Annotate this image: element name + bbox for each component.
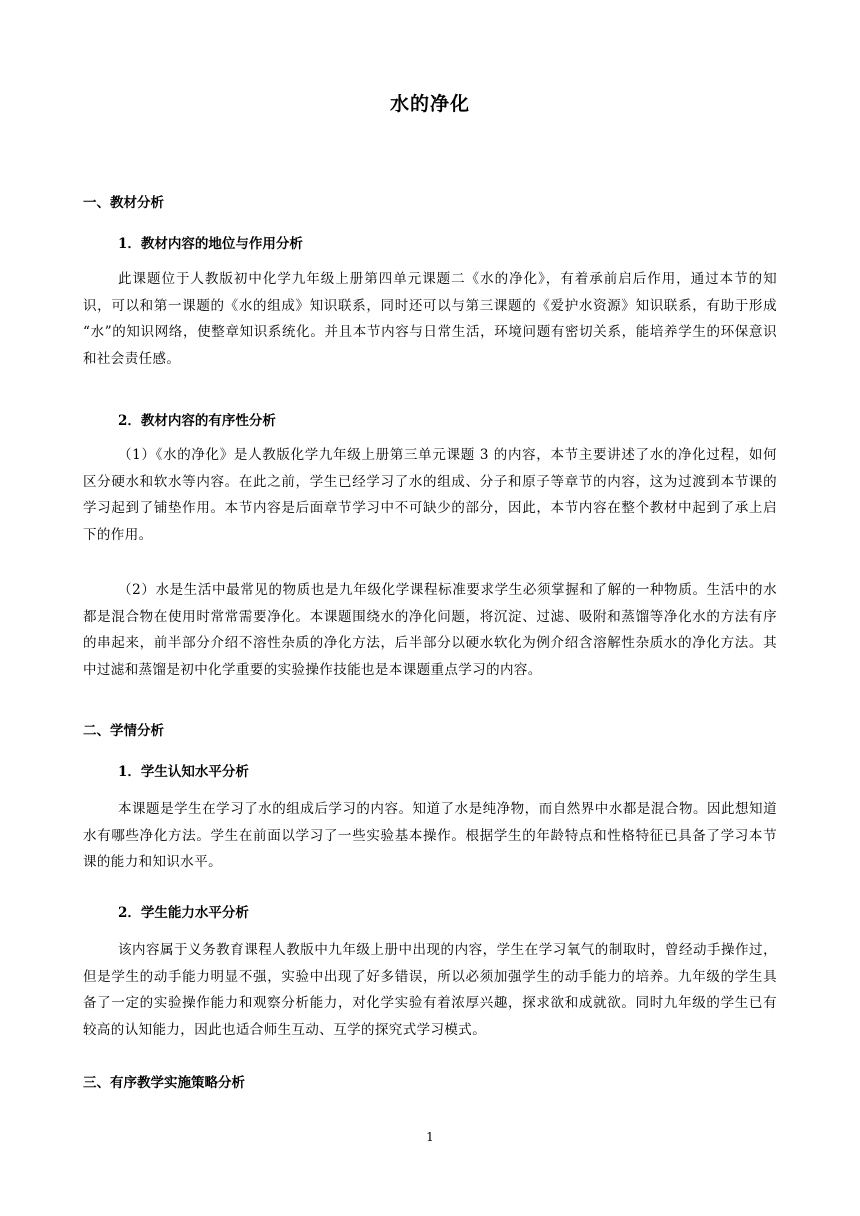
document-title: 水的净化 xyxy=(389,93,470,115)
paragraph-cognitive-level: 本课题是学生在学习了水的组成后学习的内容。知道了水是纯净物，而自然界中水都是混合物。因此想知道水有哪些净化方法。学生在前面以学习了一些实验基本操作。根据学生的年龄特点和性格特征已具备了学习本节课的能力和知识水平。 xyxy=(83,801,777,870)
subsection-heading-ability-level: 2．学生能力水平分析 xyxy=(118,905,249,921)
subsection-heading-cognitive-level: 1．学生认知水平分析 xyxy=(118,764,249,780)
page-number: 1 xyxy=(426,1130,434,1144)
paragraph-content-order-1: （1）《水的净化》是人教版化学九年级上册第三单元课题 3 的内容，本节主要讲述了水的净化过程，如何区分硬水和软水等内容。在此之前，学生已经学习了水的组成、分子和原子等章节的内容，这为过渡到本节课的学习起到了铺垫作用。本节内容是后面章节学习中不可缺少的部分，因此，本节内容在整个教材中起到了承上启下的作用。 xyxy=(83,447,777,543)
section-heading-teaching-strategy: 三、有序教学实施策略分析 xyxy=(83,1075,245,1091)
section-heading-textbook-analysis: 一、教材分析 xyxy=(83,195,164,211)
paragraph-content-role: 此课题位于人教版初中化学九年级上册第四单元课题二《水的净化》，有着承前启后作用，通过本节的知识，可以和第一课题的《水的组成》知识联系，同时还可以与第三课题的《爱护水资源》知识联系，有助于形成 “水”的知识网络，使整章知识系统化。并且本节内容与日常生活，环境问题有密切关系，能培养学生的环保意识和社会责任感。 xyxy=(83,271,777,367)
section-heading-student-analysis: 二、学情分析 xyxy=(83,723,164,739)
subsection-heading-content-order: 2．教材内容的有序性分析 xyxy=(118,413,276,429)
subsection-heading-content-role: 1．教材内容的地位与作用分析 xyxy=(118,236,303,252)
paragraph-content-order-2: （2）水是生活中最常见的物质也是九年级化学课程标准要求学生必须掌握和了解的一种物质。生活中的水都是混合物在使用时常常需要净化。本课题围绕水的净化问题，将沉淀、过滤、吸附和蒸馏等净化水的方法有序的串起来，前半部分介绍不溶性杂质的净化方法，后半部分以硬水软化为例介绍含溶解性杂质水的净化方法。其中过滤和蒸馏是初中化学重要的实验操作技能也是本课题重点学习的内容。 xyxy=(83,582,777,678)
paragraph-ability-level: 该内容属于义务教育课程人教版中九年级上册中出现的内容，学生在学习氧气的制取时，曾经动手操作过，但是学生的动手能力明显不强，实验中出现了好多错误，所以必须加强学生的动手能力的培养。九年级的学生具备了一定的实验操作能力和观察分析能力，对化学实验有着浓厚兴趣，探求欲和成就欲。同时九年级的学生已有较高的认知能力，因此也适合师生互动、互学的探究式学习模式。 xyxy=(83,942,777,1038)
